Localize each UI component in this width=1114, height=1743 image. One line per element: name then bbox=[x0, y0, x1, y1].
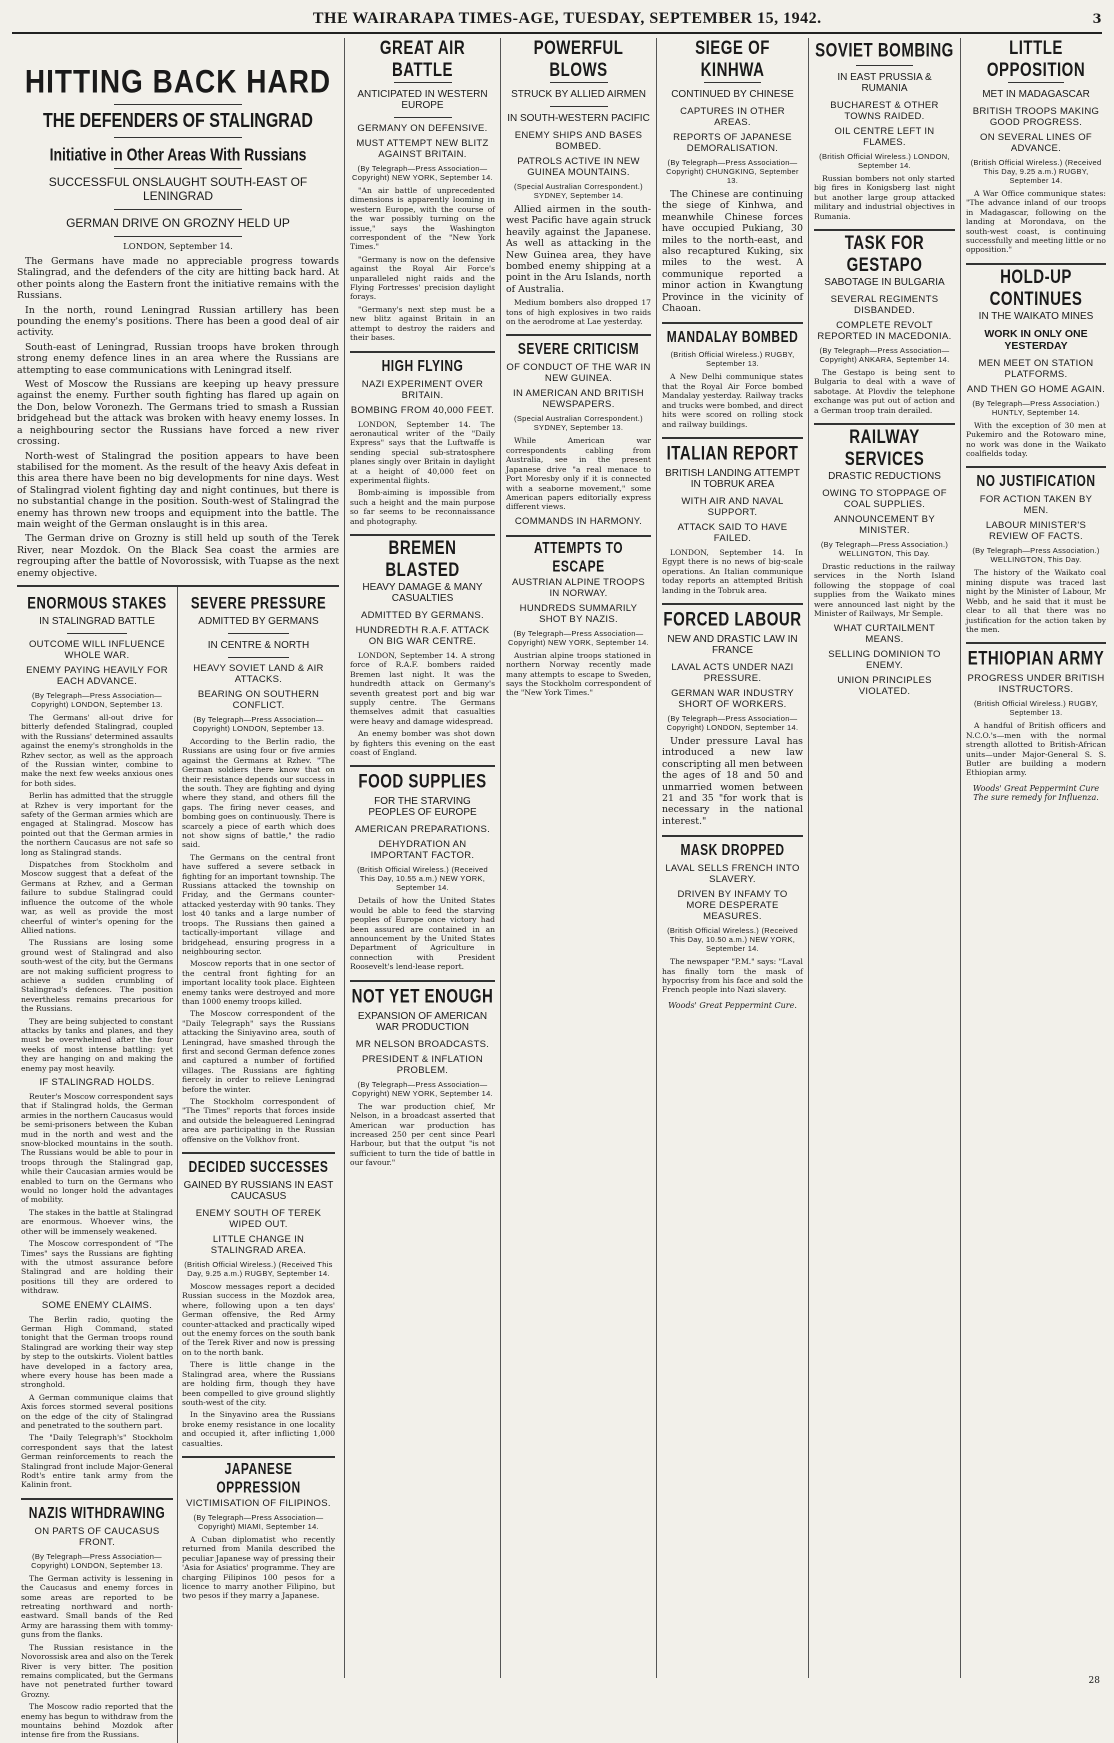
subhead: BRITISH LANDING ATTEMPT IN TOBRUK AREA bbox=[665, 467, 800, 490]
subhead-initiative: Initiative in Other Areas With Russians bbox=[49, 144, 307, 164]
subhead: IF STALINGRAD HOLDS. bbox=[39, 1077, 155, 1088]
subhead: DRASTIC REDUCTIONS bbox=[828, 471, 941, 483]
paragraph: The Germans on the central front have suffered a severe setback in fighting for an important township. The Russians attacked the township on Friday, and the Germans counter-attacked yesterday with 90 tanks. They lost 40 tanks and a large number of troops. The Russians then gained a tactically-important village and bridgehead, ensuring progress in a neighbouring sector. bbox=[182, 852, 335, 956]
divider bbox=[662, 322, 803, 324]
credit: (Special Australian Correspondent.) SYDNEY, September 13. bbox=[514, 414, 643, 433]
divider bbox=[1008, 82, 1064, 83]
subhead: ENEMY PAYING HEAVILY FOR EACH ADVANCE. bbox=[26, 664, 168, 687]
subhead: UNION PRINCIPLES VIOLATED. bbox=[837, 674, 932, 697]
headline-bremen-blasted: BREMEN BLASTED bbox=[385, 536, 460, 582]
subhead: ADMITTED BY GERMANS bbox=[198, 615, 319, 627]
subhead: REPORTS OF JAPANESE DEMORALISATION. bbox=[673, 132, 792, 154]
subhead: IN CENTRE & NORTH bbox=[207, 639, 310, 651]
headline-siege-of-kinhwa: SIEGE OF KINHWA bbox=[695, 36, 770, 82]
column-6 bbox=[961, 38, 1111, 1678]
headline-high-flying: HIGH FLYING bbox=[381, 356, 464, 375]
subhead: EXPANSION OF AMERICAN WAR PRODUCTION bbox=[357, 1010, 488, 1033]
divider bbox=[114, 104, 243, 105]
subhead: IN STALINGRAD BATTLE bbox=[39, 615, 155, 627]
divider bbox=[856, 65, 912, 66]
divider bbox=[114, 168, 243, 169]
paragraph: The Moscow correspondent of "The Times" says the Russians are fighting with the utmost assurance before Stalingrad and are holding their positions till they are ordered to withdraw. bbox=[21, 1239, 173, 1296]
paragraph: The Stockholm correspondent of "The Times" reports that forces inside and outside the beleaguered Leningrad area are participating in the Russian offensive on the Volkhov front. bbox=[182, 1097, 335, 1144]
subhead: HUNDREDTH R.A.F. ATTACK ON BIG WAR CENTRE. bbox=[355, 624, 490, 647]
credit: (By Telegraph—Press Association—Copyright) LONDON, September 13. bbox=[31, 1551, 163, 1570]
paragraph: In the north, round Leningrad Russian artillery has been pounding the enemy's positions. There has been a good deal of air activity. bbox=[17, 304, 339, 339]
credit: (By Telegraph—Press Association—Copyright) ANKARA, September 14. bbox=[819, 346, 950, 365]
divider bbox=[966, 263, 1106, 265]
subhead: STRUCK BY ALLIED AIRMEN bbox=[511, 89, 646, 100]
headline-task-for-gestapo: TASK FOR GESTAPO bbox=[844, 231, 925, 277]
subhead: ADMITTED BY GERMANS. bbox=[360, 609, 484, 621]
paragraph: The stakes in the battle at Stalingrad are enormous. Whoever wins, the other will be immensely weakened. bbox=[21, 1207, 173, 1236]
divider bbox=[394, 82, 452, 83]
sub-column-right bbox=[178, 587, 339, 1743]
credit: (British Official Wireless.) (Received This Day, 10.55 a.m.) NEW YORK, September 14. bbox=[357, 865, 488, 893]
subhead: PRESIDENT & INFLATION PROBLEM. bbox=[361, 1053, 484, 1076]
divider bbox=[67, 633, 128, 634]
headline-not-yet-enough: NOT YET ENOUGH bbox=[351, 985, 494, 1008]
subhead: HEAVY SOVIET LAND & AIR ATTACKS. bbox=[193, 662, 324, 685]
headline-powerful-blows: POWERFUL BLOWS bbox=[533, 36, 624, 82]
subhead: WITH AIR AND NAVAL SUPPORT. bbox=[681, 495, 784, 518]
page-number: 3 bbox=[1092, 12, 1102, 27]
subhead: SABOTAGE IN BULGARIA bbox=[824, 277, 945, 289]
paragraph: The Russian resistance in the Novorossisk area and also on the Terek River is very bitter. The position remains complicated, but the Germans have not penetrated further toward Grozny. bbox=[21, 1642, 173, 1699]
paragraph: The war production chief, Mr Nelson, in a broadcast asserted that American war production has increased 250 per cent since Pearl Harbour, but that the output "is not sufficient to turn the tide of battle in our favour." bbox=[350, 1101, 495, 1168]
subhead: IN THE WAIKATO MINES bbox=[978, 310, 1094, 322]
divider bbox=[814, 229, 955, 231]
paragraph: The Moscow radio reported that the enemy has begun to withdraw from the mountains behind Mozdok after intense fire from the Russians. bbox=[21, 1702, 173, 1740]
paragraph: In the Sinyavino area the Russians broke enemy resistance in one locality and occupied it, after inflicting 1,000 casualties. bbox=[182, 1410, 335, 1448]
paragraph: The Germans have made no appreciable progress towards Stalingrad, and the defenders of the city are hitting back hard. At other points along the Eastern front the initiative remains with the Russians. bbox=[17, 256, 339, 302]
headline-forced-labour: FORCED LABOUR bbox=[663, 608, 802, 631]
headline-food-supplies: FOOD SUPPLIES bbox=[358, 770, 487, 793]
headline-hold-up-continues: HOLD-UP CONTINUES bbox=[989, 265, 1083, 310]
subhead: COMPLETE REVOLT REPORTED IN MACEDONIA. bbox=[817, 320, 952, 343]
paragraph: A handful of British officers and N.C.O.'s—men with the normal strength allotted to British-African units—under Major-General S. S. Butler are building a modern Ethiopian army. bbox=[966, 721, 1106, 778]
subhead: MUST ATTEMPT NEW BLITZ AGAINST BRITAIN. bbox=[356, 138, 489, 160]
subhead: NAZI EXPERIMENT OVER BRITAIN. bbox=[361, 378, 484, 401]
divider bbox=[704, 82, 760, 83]
paragraph: Moscow messages report a decided Russian success in the Mozdok area, where, following upon a ten days' German offensive, the Red Army counter-attacked and practically wiped out the enemy forces on the south bank of the Terek River and now is pressing on to the north bank. bbox=[182, 1282, 335, 1357]
paragraph: A War Office communique states: "The advance inland of our troops in Madagascar, following on the landing at Morondava, on the south-west coast, is continuing successfully and meeting little or no opposition." bbox=[966, 189, 1106, 255]
subhead: OIL CENTRE LEFT IN FLAMES. bbox=[834, 126, 935, 148]
paragraph: The German drive on Grozny is still held up south of the Terek River, near Mozdok. On the Black Sea coast the armies are regrouping after the battle of Novorossisk, with Tuapse as the next enemy objective. bbox=[17, 533, 339, 579]
headline-railway-services: RAILWAY SERVICES bbox=[844, 425, 925, 471]
subhead-defenders: THE DEFENDERS OF STALINGRAD bbox=[43, 110, 313, 132]
subhead: BOMBING FROM 40,000 FEET. bbox=[350, 404, 495, 416]
credit: (By Telegraph—Press Association—Copyright) NEW YORK, September 14. bbox=[352, 164, 493, 182]
paragraph: South-east of Leningrad, Russian troops have broken through strong enemy defence lines in an area where the Russians are attempting to ease communications with Leningrad itself. bbox=[17, 341, 339, 376]
subhead: BUCHAREST & OTHER TOWNS RAIDED. bbox=[830, 100, 939, 122]
credit: (British Official Wireless.) RUGBY, September 13. bbox=[670, 350, 795, 369]
paragraph: The Gestapo is being sent to Bulgaria to deal with a wave of sabotage. At Plovdiv the telephone exchange was put out of action and a German troop train derailed. bbox=[814, 368, 955, 415]
subhead: ANNOUNCEMENT BY MINISTER. bbox=[834, 514, 935, 537]
paragraph: While American war correspondents cabling from Australia, see in the present Japanese drive "a real menace to Port Moresby only if it is connected with a seaborne movement," some American papers editorially express different views. bbox=[506, 436, 651, 512]
subhead: WORK IN ONLY ONE YESTERDAY bbox=[984, 327, 1088, 352]
paragraph: Austrian alpine troops stationed in northern Norway recently made many attempts to escape to Sweden, says the Stockholm correspondent of the "New York Times." bbox=[506, 650, 651, 698]
subhead: PROGRESS UNDER BRITISH INSTRUCTORS. bbox=[967, 673, 1105, 696]
paragraph: A Cuban diplomatist who recently returned from Manila described the peculiar Japanese way of pressing their 'Asia for Asiatics' programme. They are charging Filipinos 100 pesos for a licence to marry another Filipino, but two pesos if they marry a Japanese. bbox=[182, 1534, 335, 1601]
headline-severe-pressure: SEVERE PRESSURE bbox=[190, 592, 327, 613]
subhead: WHAT CURTAILMENT MEANS. bbox=[833, 622, 936, 645]
column-4 bbox=[657, 38, 809, 1678]
credit: (By Telegraph—Press Association.) WELLINGTON, This Day. bbox=[972, 546, 1100, 565]
paragraph: Bomb-aiming is impossible from such a height and the main purpose so far seems to be reconnaissance and photography. bbox=[350, 488, 495, 526]
subhead: DRIVEN BY INFAMY TO MORE DESPERATE MEASURES. bbox=[677, 889, 788, 923]
column-5 bbox=[809, 38, 961, 1678]
credit: (By Telegraph—Press Association—Copyright) NEW YORK, September 14. bbox=[508, 628, 649, 647]
subhead: LAVAL ACTS UNDER NAZI PRESSURE. bbox=[671, 661, 794, 684]
subhead: SELLING DOMINION TO ENEMY. bbox=[828, 648, 941, 671]
divider bbox=[662, 437, 803, 439]
subhead: DEHYDRATION AN IMPORTANT FACTOR. bbox=[370, 839, 475, 862]
paragraph: Moscow reports that in one sector of the central front fighting for an important locality took place. Eighteen enemy tanks were destroyed and more than 1000 enemy troops killed. bbox=[182, 959, 335, 1006]
headline-little-opposition: LITTLE OPPOSITION bbox=[986, 36, 1086, 82]
paragraph: The German activity is lessening in the Caucasus and enemy forces in some areas are reported to be retreating northward and north-eastward. Small bands of the Red Army are harassing them with tommy-guns from the flanks. bbox=[21, 1573, 173, 1640]
subhead: MET IN MADAGASCAR bbox=[982, 89, 1090, 100]
footer-number: 28 bbox=[1088, 1676, 1100, 1686]
subhead: ATTACK SAID TO HAVE FAILED. bbox=[677, 521, 788, 544]
credit: (Special Australian Correspondent.) SYDNEY, September 14. bbox=[514, 182, 643, 200]
credit: (By Telegraph—Press Association.) WELLINGTON, This Day. bbox=[820, 540, 949, 559]
subhead: CAPTURES IN OTHER AREAS. bbox=[680, 106, 785, 128]
lead-article bbox=[17, 256, 339, 579]
subhead: AUSTRIAN ALPINE TROOPS IN NORWAY. bbox=[511, 576, 646, 599]
credit: (British Official Wireless.) (Received This Day, 9.25 a.m.) RUGBY, September 14. bbox=[970, 158, 1102, 185]
column-1 bbox=[12, 38, 345, 1740]
divider bbox=[228, 657, 289, 658]
subhead: OWING TO STOPPAGE OF COAL SUPPLIES. bbox=[822, 488, 947, 511]
credit: (By Telegraph—Press Association—Copyright) NEW YORK, September 14. bbox=[352, 1079, 493, 1098]
divider bbox=[550, 106, 608, 107]
headline-italian-report: ITALIAN REPORT bbox=[666, 442, 799, 465]
divider bbox=[21, 1498, 173, 1500]
divider bbox=[966, 642, 1106, 644]
headline-attempts-to-escape: ATTEMPTS TO ESCAPE bbox=[533, 538, 624, 575]
paragraph: "Germany is now on the defensive against the Royal Air Force's unparalleled night raids and the Flying Fortresses' precision daylight forays. bbox=[350, 254, 495, 302]
subhead: BEARING ON SOUTHERN CONFLICT. bbox=[197, 688, 320, 711]
credit: (By Telegraph—Press Association—Copyright) MIAMI, September 14. bbox=[193, 1512, 324, 1531]
credit: (British Official Wireless.) (Received This Day, 9.25 a.m.) RUGBY, September 14. bbox=[184, 1260, 333, 1279]
subhead: MR NELSON BROADCASTS. bbox=[355, 1038, 490, 1050]
headline-enormous-stakes: ENORMOUS STAKES bbox=[27, 592, 167, 613]
subhead: GERMAN WAR INDUSTRY SHORT OF WORKERS. bbox=[671, 687, 794, 710]
sub-column-left bbox=[17, 587, 178, 1743]
paragraph: LONDON, September 14. A strong force of R.A.F. bombers raided Bremen last night. It was the hundredth attack on Germany's seventh greatest port and big war supply centre. The Germans themselves admit that casualties were heavy and damage widespread. bbox=[350, 650, 495, 726]
paragraph: North-west of Stalingrad the position appears to have been stabilised for the moment. As the result of the heavy Axis defeat in this area there have been no big developments for nine days. West of Stalingrad violent fighting day and night continues, but there is no substantial change in the position. South-west of Stalingrad the enemy has thrown new troops and equipment into the battle. The main weight of the German onslaught is in this area. bbox=[17, 450, 339, 530]
paragraph: The Russians are losing some ground west of Stalingrad and also south-west of the city, but the Germans are not making sufficient progress to achieve a sudden crumbling of Stalingrad's defences. The position nevertheless remains precarious for the Russians. bbox=[21, 938, 173, 1014]
paragraph: The "Daily Telegraph's" Stockholm correspondent says that the latest German reinforcements to reach the Stalingrad front include Major-General Rodt's entire tank army from the Kalinin front. bbox=[21, 1433, 173, 1490]
subhead: MEN MEET ON STATION PLATFORMS. bbox=[978, 357, 1094, 380]
subhead: NEW AND DRASTIC LAW IN FRANCE bbox=[667, 633, 798, 656]
paragraph: A New Delhi communique states that the Royal Air Force bombed Mandalay yesterday. Railway tracks and trucks were bombed, and direct hits were scored on rolling stock and railway buildings. bbox=[662, 372, 803, 429]
credit: (By Telegraph—Press Association—Copyright) LONDON, September 13. bbox=[192, 714, 325, 733]
paragraph: "An air battle of unprecedented dimensions is apparently looming in western Europe, with the course of the war possibly turning on the issue," says the Washington correspondent of the "New York Times." bbox=[350, 186, 495, 252]
subhead: CONTINUED BY CHINESE bbox=[671, 89, 794, 100]
column-3 bbox=[501, 38, 657, 1678]
headline-no-justification: NO JUSTIFICATION bbox=[976, 472, 1096, 491]
subhead: HEAVY DAMAGE & MANY CASUALTIES bbox=[362, 581, 483, 604]
subhead: ENEMY SHIPS AND BASES BOMBED. bbox=[514, 130, 643, 152]
divider bbox=[506, 535, 651, 537]
divider bbox=[182, 1152, 335, 1154]
subhead: ON SEVERAL LINES OF ADVANCE. bbox=[980, 132, 1092, 154]
headline-japanese-oppression: JAPANESE OPPRESSION bbox=[216, 1459, 301, 1497]
divider bbox=[350, 980, 495, 982]
headline-ethiopian-army: ETHIOPIAN ARMY bbox=[967, 647, 1105, 670]
sub-columns bbox=[17, 585, 339, 1743]
credit: (By Telegraph—Press Association—Copyright) LONDON, September 13. bbox=[31, 690, 163, 709]
subhead: ENEMY SOUTH OF TEREK WIPED OUT. bbox=[195, 1208, 322, 1231]
subhead: SOME ENEMY CLAIMS. bbox=[41, 1299, 153, 1311]
subhead: AND THEN GO HOME AGAIN. bbox=[966, 383, 1106, 395]
masthead-title: THE WAIRARAPA TIMES-AGE, TUESDAY, SEPTEMBER 15, 1942. bbox=[312, 10, 822, 27]
divider bbox=[394, 117, 452, 118]
paragraph: Russian bombers not only started big fires in Konigsberg last night but another large group attacked military and industrial objectives in Rumania. bbox=[814, 174, 955, 221]
subhead: AMERICAN PREPARATIONS. bbox=[354, 824, 491, 836]
subhead: LABOUR MINISTER'S REVIEW OF FACTS. bbox=[985, 520, 1087, 543]
paragraph: The Moscow correspondent of the "Daily Telegraph" says the Russians attacking the Siniyavino area, south of Leningrad, have smashed through the first and second German defence zones and captured a number of fortified villages. The Russians are fighting fiercely in order to relieve Leningrad before the winter. bbox=[182, 1009, 335, 1094]
paragraph: The Chinese are continuing the siege of Kinhwa, and meanwhile Chinese forces have occupied Pukiang, 30 miles to the north-east, and also recaptured Kuking, six miles to the west. A communique reported a minor action in Kwangtung Province in the vicinity of Chaoan. bbox=[662, 189, 803, 315]
divider bbox=[114, 137, 243, 138]
paragraph: Dispatches from Stockholm and Moscow suggest that a defeat of the Germans at Rzhev, and a German failure to subdue Stalingrad could influence the outcome of the whole war, as well as provide the most cheerful of winter's opening for the Allied nations. bbox=[21, 860, 173, 935]
paragraph: Drastic reductions in the railway services in the North Island following the stoppage of coal supplies from the Waikato mines were announced last night by the Minister of Railways, Mr Semple. bbox=[814, 562, 955, 619]
paragraph: According to the Berlin radio, the Russians are using four or five armies against the Germans at Rzhev. "The German soldiers there know that on their resistance depends our success in the south. They are fighting and dying where they stand, and others fill the gaps. The firing never ceases, and bombing goes on continuously. There is scarcely a piece of earth which does not show signs of battle," the radio said. bbox=[182, 736, 335, 850]
paragraph: Under pressure Laval has introduced a new law conscripting all men between the ages of 18 and 50 and unmarried women between 21 and 35 "for work that is necessary in the national interest." bbox=[662, 735, 803, 827]
advertisement: Woods' Great Peppermint Cure. bbox=[668, 1000, 797, 1010]
paragraph: The history of the Waikato coal mining dispute was traced last night by the Minister of Labour, Mr Webb, and he said that it must be clear to all that there was no justification for the action taken by the men. bbox=[966, 568, 1106, 634]
paragraph: Allied airmen in the south-west Pacific have again struck heavily against the Japanese. As well as attacking in the New Guinea area, they have bombed enemy shipping at a point in the Aru Islands, north of Australia. bbox=[506, 204, 651, 295]
divider bbox=[114, 209, 243, 210]
divider bbox=[228, 633, 289, 634]
paragraph: LONDON, September 14. In Egypt there is no news of big-scale operations. An Italian communique today reports an attempted British landing in the Tobruk area. bbox=[662, 547, 803, 595]
subhead: FOR THE STARVING PEOPLES OF EUROPE bbox=[368, 796, 477, 819]
paragraph: "Germany's next step must be a new blitz against Britain in an attempt to destroy the raiders and their bases. bbox=[350, 304, 495, 343]
subhead: OF CONDUCT OF THE WAR IN NEW GUINEA. bbox=[506, 362, 651, 385]
credit: (British Official Wireless.) LONDON, September 14. bbox=[819, 152, 950, 170]
subhead: IN SOUTH-WESTERN PACIFIC bbox=[507, 113, 650, 124]
divider bbox=[506, 334, 651, 336]
divider bbox=[550, 82, 608, 83]
subhead: SEVERAL REGIMENTS DISBANDED. bbox=[830, 294, 939, 317]
headline-severe-criticism: SEVERE CRITICISM bbox=[517, 340, 640, 359]
paragraph: They are being subjected to constant attacks by tanks and planes, and they must be overwhelmed after the four weeks of most intense battling: yet they are hanging on and making the enemy pay most heavily. bbox=[21, 1016, 173, 1073]
paragraph: Medium bombers also dropped 17 tons of high explosives in two raids on the aerodrome at Lae yesterday. bbox=[506, 298, 651, 327]
headline-great-air-battle: GREAT AIR BATTLE bbox=[379, 36, 466, 82]
subhead: IN AMERICAN AND BRITISH NEWSPAPERS. bbox=[513, 388, 644, 411]
subhead: PATROLS ACTIVE IN NEW GUINEA MOUNTAINS. bbox=[517, 156, 640, 178]
headline-mask-dropped: MASK DROPPED bbox=[680, 841, 785, 860]
paragraph: Berlin has admitted that the struggle at Rzhev is very important for the safety of the German armies which are engaged at Stalingrad. Moscow has pointed out that the German armies in the northern Caucasus are not safe so long as Stalingrad stands. bbox=[21, 791, 173, 857]
divider bbox=[814, 423, 955, 425]
credit: (British Official Wireless.) RUGBY, September 13. bbox=[974, 699, 1098, 718]
column-2 bbox=[345, 38, 501, 1678]
paragraph: West of Moscow the Russians are keeping up heavy pressure against the enemy. Further south fighting has flared up again on the Don, below Voronezh. The Germans tried to smash a Russian bridgehead but the attack was broken with heavy enemy losses. In a neighbouring sector the Russians have forced a new river crossing. bbox=[17, 379, 339, 448]
subhead: LITTLE CHANGE IN STALINGRAD AREA. bbox=[210, 1234, 307, 1257]
paragraph: The Germans' all-out drive for bitterly defended Stalingrad, coupled with the Russians' determined assaults against the enemy's strongholds in the Rzhev sector, as well as the approach of the Russian winter, combine to make the next few weeks anxious ones for both sides. bbox=[21, 712, 173, 788]
paragraph: There is little change in the Stalingrad area, where the Russians are holding firm, though they have been compelled to give ground slightly south-west of the city. bbox=[182, 1360, 335, 1407]
headline-hitting-back-hard: HITTING BACK HARD bbox=[24, 63, 332, 100]
divider bbox=[966, 466, 1106, 468]
subhead: FOR ACTION TAKEN BY MEN. bbox=[979, 494, 1093, 517]
subhead: GAINED BY RUSSIANS IN EAST CAUCASUS bbox=[183, 1180, 334, 1203]
subhead-onslaught: SUCCESSFUL ONSLAUGHT SOUTH-EAST OF LENINGRAD bbox=[48, 175, 308, 203]
subhead: ON PARTS OF CAUCASUS FRONT. bbox=[34, 1525, 160, 1548]
divider bbox=[114, 236, 243, 237]
credit: (By Telegraph—Press Association.) HUNTLY, September 14. bbox=[972, 398, 1100, 417]
divider bbox=[350, 351, 495, 353]
subhead: GERMANY ON DEFENSIVE. bbox=[357, 123, 488, 134]
divider bbox=[662, 835, 803, 837]
subhead: LAVAL SELLS FRENCH INTO SLAVERY. bbox=[665, 863, 800, 886]
headline-mandalay-bombed: MANDALAY BOMBED bbox=[666, 328, 799, 347]
divider bbox=[350, 534, 495, 536]
divider bbox=[182, 1456, 335, 1458]
headline-decided-successes: DECIDED SUCCESSES bbox=[188, 1157, 329, 1177]
paragraph: Details of how the United States would be able to feed the starving peoples of Europe once victory had been assured are contained in an announcement by the United States Department of Agriculture in connection with President Roosevelt's lend-lease report. bbox=[350, 896, 495, 972]
subhead-grozny: GERMAN DRIVE ON GROZNY HELD UP bbox=[66, 216, 290, 230]
masthead bbox=[12, 10, 1102, 34]
divider bbox=[350, 765, 495, 767]
credit: (By Telegraph—Press Association—Copyright) LONDON, September 14. bbox=[666, 713, 799, 732]
advertisement: Woods' Great Peppermint Cure The sure remedy for Influenza. bbox=[972, 783, 1100, 802]
headline-soviet-bombing: SOVIET BOMBING bbox=[815, 39, 954, 62]
headline-nazis-withdrawing: NAZIS WITHDRAWING bbox=[28, 1503, 166, 1522]
subhead: OUTCOME WILL INFLUENCE WHOLE WAR. bbox=[28, 638, 166, 661]
subhead: COMMANDS IN HARMONY. bbox=[514, 515, 643, 527]
subhead: IN EAST PRUSSIA & RUMANIA bbox=[837, 72, 932, 94]
paragraph: The Berlin radio, quoting the German High Command, stated tonight that the German troops round Stalingrad are working their way step by step to the outskirts. Violent battles have developed in a factory area, where every house has been made a stronghold. bbox=[21, 1314, 173, 1390]
subhead: ANTICIPATED IN WESTERN EUROPE bbox=[357, 89, 488, 111]
credit: (By Telegraph—Press Association—Copyright) CHUNGKING, September 13. bbox=[666, 158, 799, 185]
paragraph: Reuter's Moscow correspondent says that if Stalingrad holds, the German armies in the northern Caucasus would be semi-prisoners between the Kuban mud in the north and west and the snow-blocked mountains in the south. The Russians would be able to pour in troops through the Stalingrad gap, while their Caucasian armies would be enabled to turn on the Germans who would no longer hold the advantages of mobility. bbox=[21, 1092, 173, 1205]
dateline: LONDON, September 14. bbox=[123, 242, 233, 252]
paragraph: An enemy bomber was shot down by fighters this evening on the east coast of England. bbox=[350, 729, 495, 758]
subhead: VICTIMISATION OF FILIPINOS. bbox=[186, 1497, 331, 1509]
divider bbox=[662, 603, 803, 605]
paragraph: With the exception of 30 men at Pukemiro and the Rotowaro mine, no work was done in the Waikato coalfields today. bbox=[966, 420, 1106, 459]
paragraph: LONDON, September 14. The aeronautical writer of the "Daily Express" says that the Luftwaffe is sending special sub-stratosphere planes singly over Britain in daylight at a height of 40,000 feet on experimental flights. bbox=[350, 419, 495, 485]
paragraph: A German communique claims that Axis forces stormed several positions on the edge of the city of Stalingrad and penetrated to the southern part. bbox=[21, 1392, 173, 1430]
credit: (British Official Wireless.) (Received This Day, 10.50 a.m.) NEW YORK, September 14. bbox=[667, 926, 798, 954]
paragraph: The newspaper "P.M." says: "Laval has finally torn the mask of hypocrisy from his face and sold the French people into Nazi slavery. bbox=[662, 957, 803, 995]
subhead: HUNDREDS SUMMARILY SHOT BY NAZIS. bbox=[519, 602, 638, 625]
subhead: BRITISH TROOPS MAKING GOOD PROGRESS. bbox=[972, 106, 1100, 128]
